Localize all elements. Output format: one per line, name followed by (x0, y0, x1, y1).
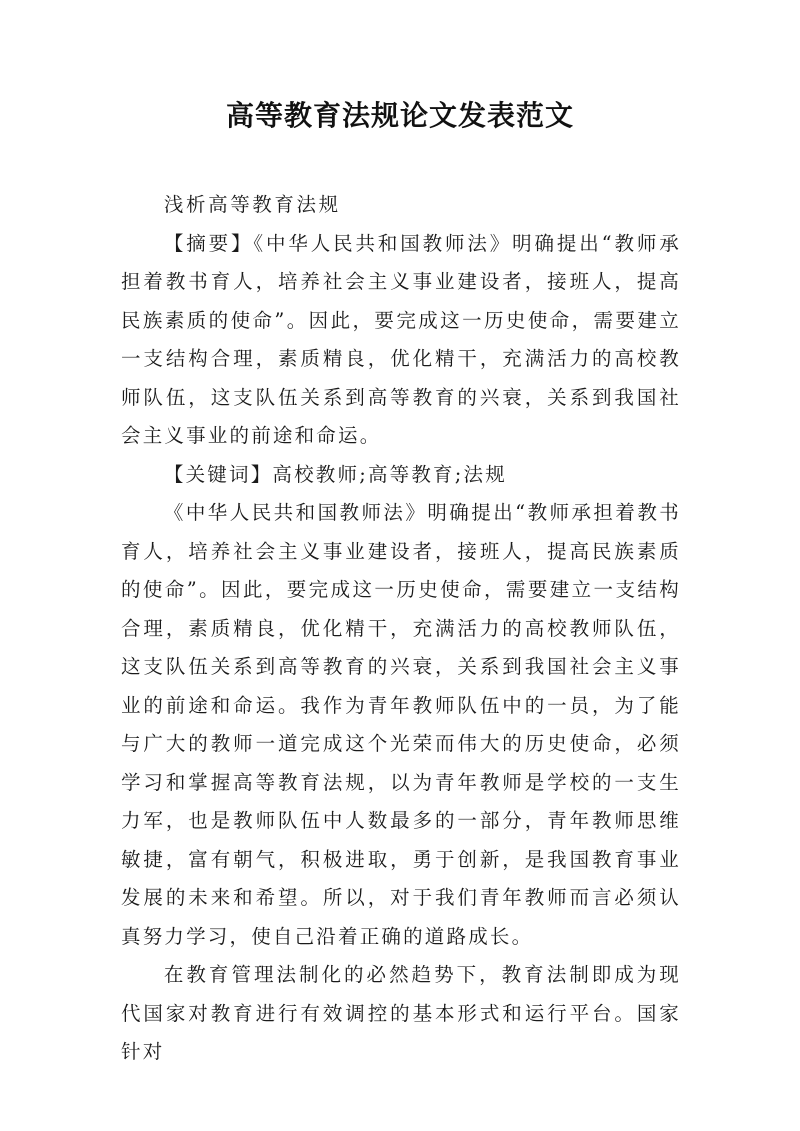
document-title: 高等教育法规论文发表范文 (225, 99, 574, 132)
paragraph-subtitle: 浅析高等教育法规 (163, 193, 341, 216)
paragraph-body-2: 在教育管理法制化的必然趋势下，教育法制即成为现代国家对教育进行有效调控的基本形式和运行平台。国家针对 (121, 963, 681, 1063)
paragraph-body-1: 《中华人民共和国教师法》明确提出“教师承担着教书育人，培养社会主义事业建设者，接班人，提高民族素质的使命”。因此，要完成这一历史使命，需要建立一支结构合理，素质精良，优化精干，充满活力的高校教师队伍，这支队伍关系到高等教育的兴衰，关系到我国社会主义事业的前途和命运。我作为青年教师队伍中的一员，为了能与广大的教师一道完成这个光荣而伟大的历史使命，必须学习和掌握高等教育法规，以为青年教师是学校的一支生力军，也是教师队伍中人数最多的一部分，青年教师思维敏捷，富有朝气，积极进取，勇于创新，是我国教育事业发展的未来和希望。所以，对于我们青年教师而言必须认真努力学习，使自己沿着正确的道路成长。 (121, 501, 681, 948)
paragraph-keywords: 【关键词】高校教师;高等教育;法规 (163, 462, 507, 486)
document-body (121, 186, 681, 1072)
paragraph-abstract: 【摘要】《中华人民共和国教师法》明确提出“教师承担着教书育人，培养社会主义事业建设者，接班人，提高民族素质的使命”。因此，要完成这一历史使命，需要建立一支结构合理，素质精良，优化精干，充满活力的高校教师队伍，这支队伍关系到高等教育的兴衰，关系到我国社会主义事业的前途和命运。 (121, 231, 681, 447)
